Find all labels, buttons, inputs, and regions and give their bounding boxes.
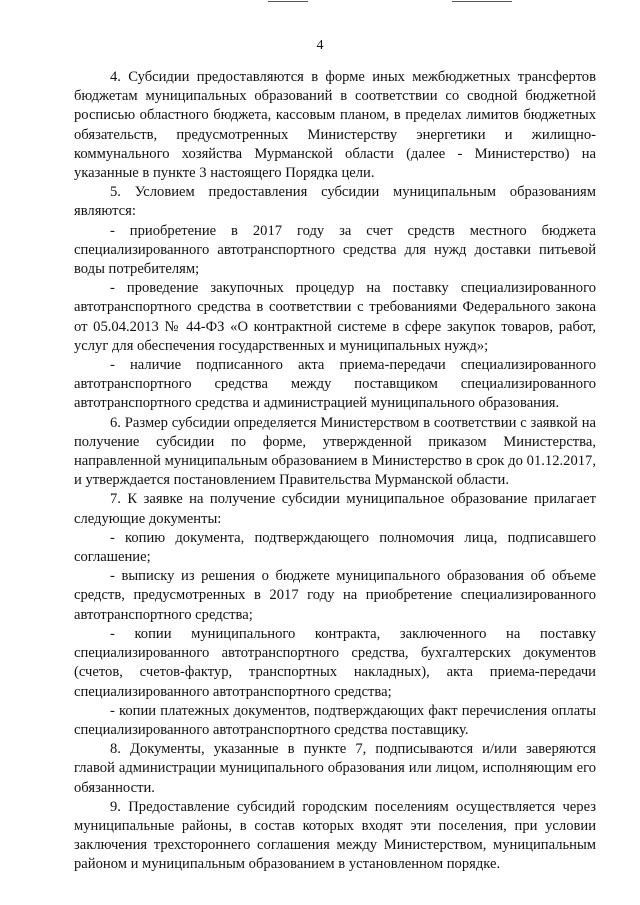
list-item-5-1: - приобретение в 2017 году за счет средств местного бюджета специализированного автотранспортного средства для нужд доставки питьевой воды потребителям; [74, 222, 596, 278]
list-item-5-2: - проведение закупочных процедур на поставку специализированного автотранспортного средства в соответствии с требованиями Федерального закона от 05.04.2013 № 44-ФЗ «О контрактной системе в сфере закупок товаров, работ, услуг для обеспечения государственных и муниципальных нужд»; [74, 280, 596, 354]
list-item-7-2: - выписку из решения о бюджете муниципального образования об объеме средств, предусмотренных в 2017 году на приобретение специализированного автотранспортного средства; [74, 568, 596, 623]
page-number: 4 [316, 38, 324, 53]
list-item-5-3: - наличие подписанного акта приема-передачи специализированного автотранспортного средства между поставщиком специализированного автотранспортного средства и администрацией муниципального образования. [74, 357, 596, 412]
list-item-7-1: - копию документа, подтверждающего полномочия лица, подписавшего соглашение; [74, 529, 596, 566]
paragraph-9: 9. Предоставление субсидий городским поселениям осуществляется через муниципальные районы, в состав которых входят эти поселения, при условии заключения трехстороннего соглашения между Министерством, муниципальным районом и муниципальным образованием в установленном порядке. [74, 798, 596, 873]
scan-edge-marks [0, 0, 640, 6]
document-body [74, 68, 596, 875]
paragraph-6: 6. Размер субсидии определяется Министерством в соответствии с заявкой на получение субсидии по форме, утвержденной приказом Министерства, направленной муниципальным образованием в Министерство в срок до 01.12.2017, и утверждается постановлением Правительства Мурманской области. [74, 414, 596, 489]
list-item-7-4: - копии платежных документов, подтверждающих факт перечисления оплаты специализированного автотранспортного средства поставщику. [74, 702, 596, 738]
paragraph-5: 5. Условием предоставления субсидии муниципальным образованиям являются: [74, 184, 596, 220]
paragraph-7: 7. К заявке на получение субсидии муниципальное образование прилагает следующие документы: [74, 491, 596, 527]
paragraph-4: 4. Субсидии предоставляются в форме иных межбюджетных трансфертов бюджетам муниципальных образований в соответствии со сводной бюджетной росписью областного бюджета, кассовым планом, в пределах лимитов бюджетных обязательств, предусмотренных Министерству энергетики и жилищно-коммунального хозяйства Мурманской области (далее - Министерство) на указанные в пункте 3 настоящего Порядка цели. [74, 69, 596, 182]
scan-mark-left [268, 1, 308, 2]
list-item-7-3: - копии муниципального контракта, заключенного на поставку специализированного автотранспортного средства, бухгалтерских документов (счетов, счетов-фактур, транспортных накладных), акта приема-передачи специализированного автотранспортного средства; [74, 625, 596, 700]
paragraph-8: 8. Документы, указанные в пункте 7, подписываются и/или заверяются главой администрации муниципального образования или лицом, исполняющим его обязанности. [74, 741, 596, 796]
scan-mark-right [452, 1, 512, 2]
